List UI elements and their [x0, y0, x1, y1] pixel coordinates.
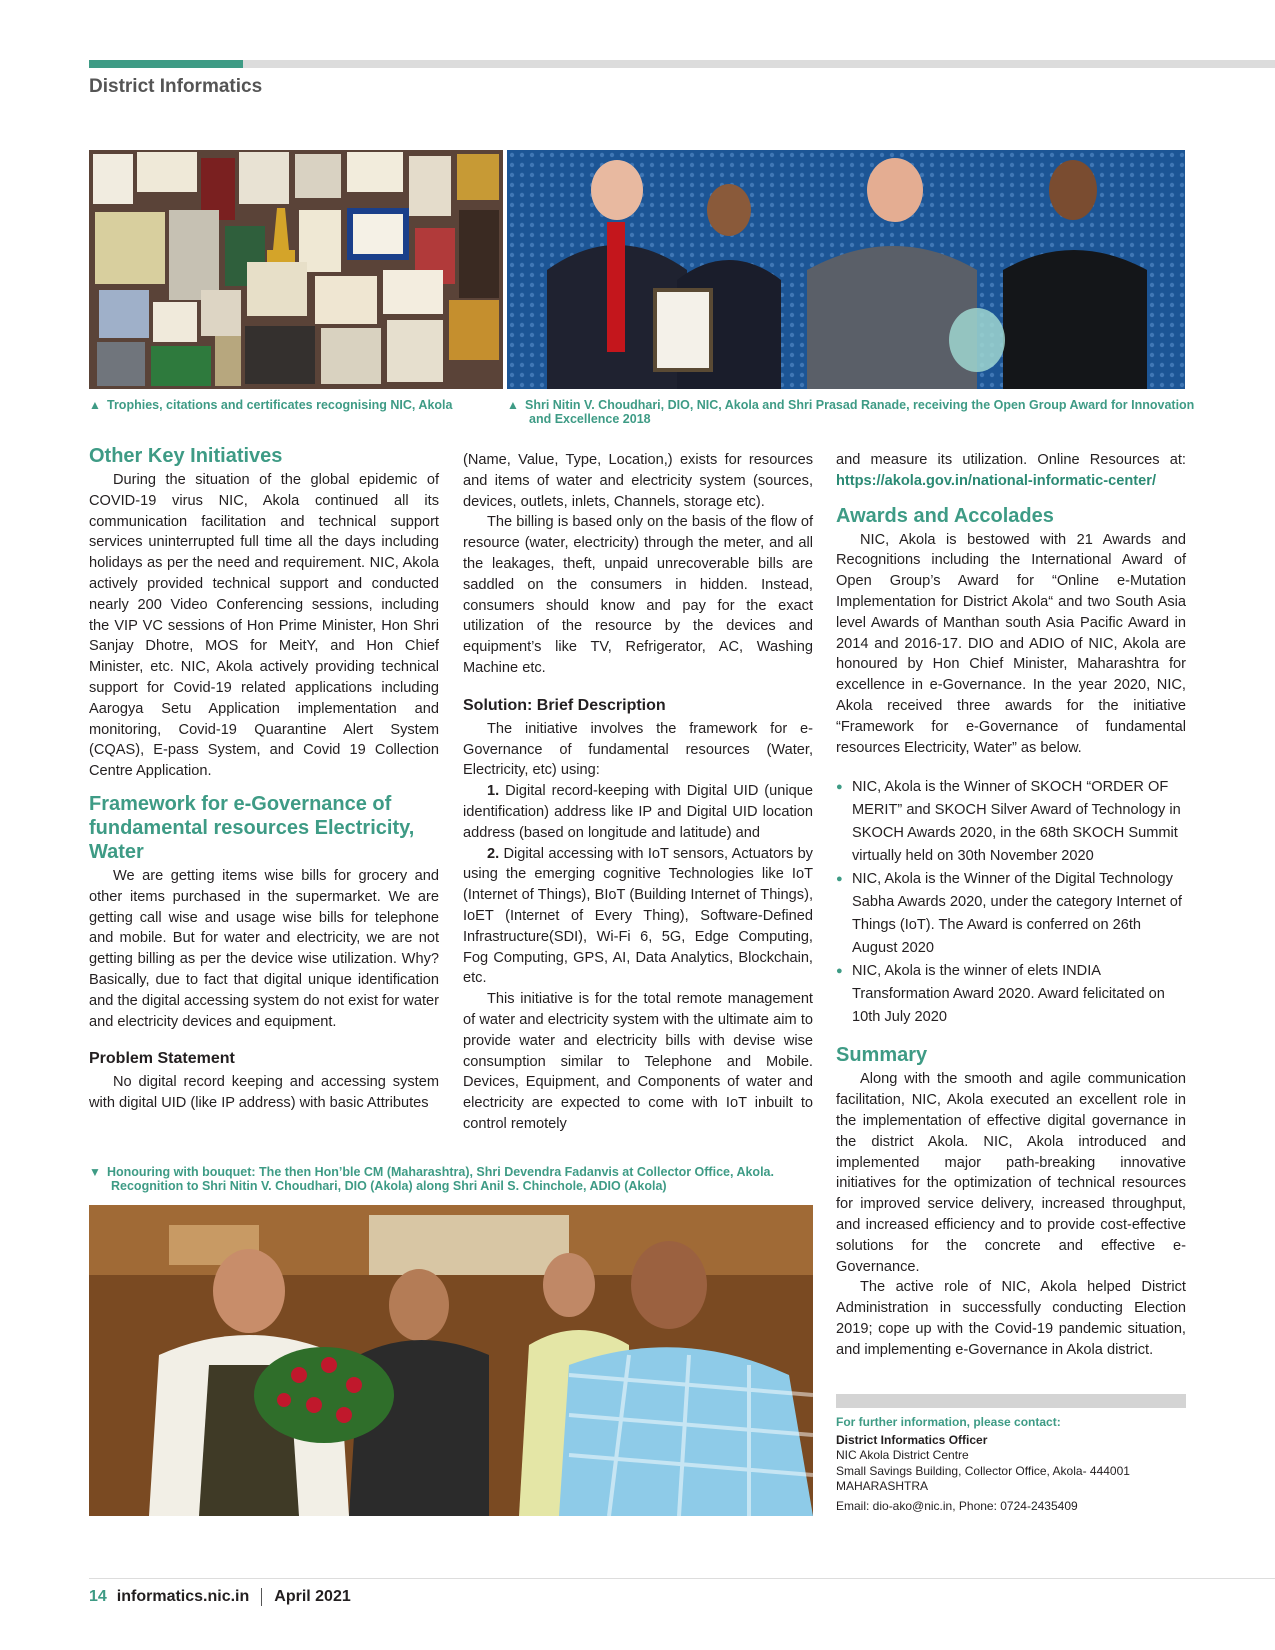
contact-email-phone: Email: dio-ako@nic.in, Phone: 0724-2435409: [836, 1498, 1078, 1513]
paragraph-remote: This initiative is for the total remote management of water and electricity system with the ultimate aim to provide water and electricity bills with devise wise consumption similar to Telephone and Mobile. Devices, Equipment, and Components of water and electricity are expected to come with IoT inbuilt to control remotely: [463, 991, 813, 1132]
paragraph-framework: We are getting items wise bills for grocery and other items purchased in the supermarket. We are getting call wise and usage wise bills for telephone and mobile. But for water and electricity, we are not getting billing as per the device wise utilization. Why? Basically, due to fact that digital unique identification and the digital accessing system do not exist for water and electricity devices and equipment.: [89, 867, 439, 1030]
heading-awards: Awards and Accolades: [836, 504, 1054, 527]
heading-summary: Summary: [836, 1044, 928, 1067]
caption-trophies: ▲ Trophies, citations and certificates recognising NIC, Akola: [89, 398, 453, 412]
page-number: 14: [89, 1588, 107, 1605]
column-1: [89, 444, 439, 1114]
footer-date: April 2021: [274, 1588, 351, 1605]
column-3: [836, 450, 1186, 1361]
footer-site[interactable]: informatics.nic.in: [116, 1588, 250, 1605]
online-resources-link[interactable]: https://akola.gov.in/national-informatic-center/: [836, 472, 1157, 489]
contact-title: For further information, please contact:: [836, 1415, 1061, 1429]
trophies-photo: [89, 150, 503, 389]
heading-solution: Solution: Brief Description: [463, 696, 666, 714]
caption-triangle-down-icon: ▼: [89, 1165, 101, 1179]
awards-list: [836, 776, 1186, 1029]
paragraph-attributes: (Name, Value, Type, Location,) exists for resources and items of water and electricity system (sources, devices, outlets, inlets, Channels, storage etc).: [463, 452, 813, 510]
heading-problem-statement: Problem Statement: [89, 1050, 235, 1068]
caption-triangle-icon: ▲: [89, 398, 101, 412]
contact-line: Small Savings Building, Collector Office, Akola- 444001: [836, 1463, 1130, 1478]
column-2: [463, 450, 813, 1135]
paragraph-summary-2: The active role of NIC, Akola helped District Administration in successfully conducting Election 2019; cope up with the Covid-19 pandemic situation, and implementing e-Governance in Akola district.: [836, 1279, 1186, 1358]
list-item: ● NIC, Akola is the Winner of the Digital Technology Sabha Awards 2020, under the category Internet of Things (IoT). The Award is conferred on 26th August 2020: [836, 868, 1186, 960]
caption-triangle-icon: ▲: [507, 398, 519, 412]
heading-framework: Framework for e-Governance of fundamental resources Electricity, Water: [89, 792, 415, 863]
footer-divider: [89, 1578, 1275, 1579]
bouquet-photo: [89, 1205, 813, 1516]
footer-separator: [261, 1588, 262, 1606]
contact-box: [836, 1415, 1196, 1514]
header-grey-bar: [243, 60, 1275, 68]
contact-line: NIC Akola District Centre: [836, 1448, 969, 1462]
paragraph-initiatives: During the situation of the global epidemic of COVID-19 virus NIC, Akola continued all its communication facilitation and technical support services uninterrupted full time all the days including holidays as per the need and requirement. NIC, Akola actively provided technical support and conducted nearly 200 Video Conferencing sessions, including the VIP VC sessions of Hon Prime Minister, Hon Shri Sanjay Dhotre, MOS for MeitY, and Hon Chief Minister, etc. NIC, Akola actively providing technical support for Covid-19 related applications including Aarogya Setu Application implementation and monitoring, Covid-19 Quarantine Alert System (CQAS), E-pass System, and Covid 19 Collection Centre Application.: [89, 472, 439, 780]
list-item: ● NIC, Akola is the Winner of SKOCH “ORDER OF MERIT” and SKOCH Silver Award of Technology in SKOCH Awards 2020, in the 68th SKOCH Summit virtually held on 30th November 2020: [836, 776, 1186, 868]
contact-role: District Informatics Officer: [836, 1432, 988, 1447]
contact-line: MAHARASHTRA: [836, 1479, 929, 1493]
paragraph-billing: The billing is based only on the basis of the flow of resource (water, electricity) through the meter, and all the leakages, theft, unpaid unrecoverable bills are saddled on the consumers in hidden. Instead, consumers should know and pay for the exact utilization of the resource by the devices and equipment’s like TV, Refrigerator, AC, Washing Machine etc.: [463, 514, 813, 676]
caption-award: ▲ Shri Nitin V. Choudhari, DIO, NIC, Akola and Shri Prasad Ranade, receiving the Open Group Award for Innovation and Excellence 2018: [507, 398, 1195, 426]
solution-item-2: 2. Digital accessing with IoT sensors, Actuators by using the emerging cognitive Technologies like IoT (Internet of Things), BIoT (Building Internet of Things), IoET (Internet of Every Thing), Software-Defined Infrastructure(SDI), Wi-Fi 6, 5G, Edge Computing, Fog Computing, GPS, AI, Data Analytics, Blockchain, etc.: [463, 845, 813, 987]
footer: [89, 1588, 351, 1606]
paragraph-solution: The initiative involves the framework for e-Governance of fundamental resources (Water, Electricity, etc) using:: [463, 720, 813, 779]
contact-divider-bar: [836, 1394, 1186, 1408]
caption-bouquet: ▼ Honouring with bouquet: The then Hon’ble CM (Maharashtra), Shri Devendra Fadanvis at Collector Office, Akola. Recognition to Shri Nitin V. Choudhari, DIO (Akola) along Shri Anil S. Chinchole, ADIO (Akola): [89, 1165, 774, 1193]
paragraph-problem: No digital record keeping and accessing system with digital UID (like IP address) with basic Attributes: [89, 1074, 439, 1112]
paragraph-awards: NIC, Akola is bestowed with 21 Awards and Recognitions including the International Award of Open Group’s Award for “Online e-Mutation Implementation for District Akola“ and two South Asia level Awards of Manthan south Asia Pacific Award in 2014 and 2016-17. DIO and ADIO of NIC, Akola are honoured by Hon Chief Minister, Maharashtra for excellence in e-Governance. In the year 2020, NIC, Akola received three awards for the initiative “Framework for e-Governance of fundamental resources Electricity, Water” as below.: [836, 531, 1186, 756]
paragraph-summary-1: Along with the smooth and agile communication facilitation, NIC, Akola executed an excellent role in the implementation of effective digital governance in the district Akola. NIC, Akola introduced and implemented major path-breaking innovative initiatives for the optimization of technical resources for improved service delivery, increased throughput, and increased efficiency and to provide cost-effective solutions for the concrete and effective e-Governance.: [836, 1071, 1186, 1275]
award-ceremony-photo: [507, 150, 1185, 389]
paragraph-measure: and measure its utilization. Online Resources at: https://akola.gov.in/national-informatic-center/: [836, 452, 1186, 489]
solution-item-1: 1. Digital record-keeping with Digital UID (unique identification) address like IP and Digital UID location address (based on longitude and latitude) and: [463, 783, 813, 841]
heading-other-initiatives: Other Key Initiatives: [89, 445, 283, 467]
header-accent-bar: [89, 60, 243, 68]
section-title: District Informatics: [89, 76, 263, 97]
list-item: ● NIC, Akola is the winner of elets INDIA Transformation Award 2020. Award felicitated on 10th July 2020: [836, 960, 1186, 1029]
